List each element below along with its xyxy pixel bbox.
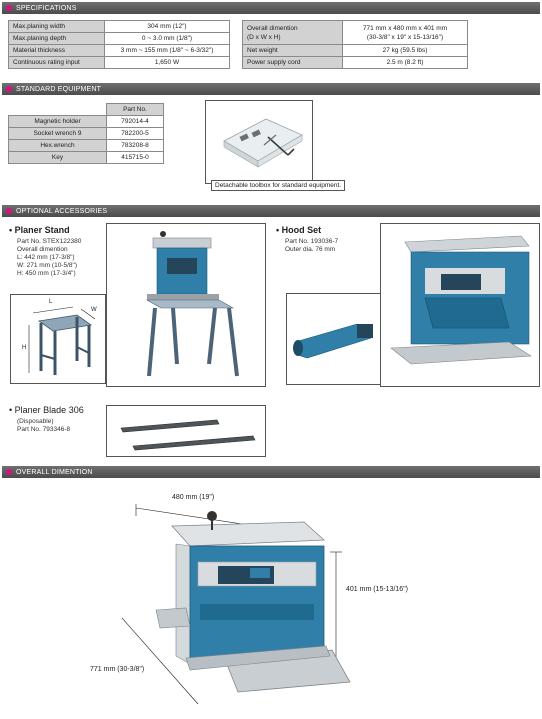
spec-value: 27 kg (59.5 lbs): [343, 45, 468, 57]
hood-set-title-text: Hood Set: [281, 225, 322, 235]
dimension-label-line: (D x W x H): [247, 33, 281, 41]
spec-label: Material thickness: [9, 45, 105, 57]
table-row: [9, 33, 230, 45]
dimension-value-line: (30-3/8" x 19" x 15-13/16"): [366, 33, 444, 41]
spec-label: [243, 21, 343, 45]
stand-diagram-box: [10, 294, 106, 384]
planer-stand-length: L: 442 mm (17-3/8"): [17, 254, 75, 261]
equipment-part: 792014-4: [107, 116, 164, 128]
width-dimension-label: 480 mm (19"): [172, 494, 215, 501]
specs-table-left: [8, 20, 230, 69]
table-row: [243, 45, 468, 57]
hood-set-title: • Hood Set: [276, 225, 322, 235]
hood-on-planer-photo: [380, 223, 540, 387]
planer-stand-dim-heading: Overall dimention: [17, 246, 68, 253]
toolbox-illustration: [206, 101, 314, 185]
height-dimension-label: 401 mm (15-13/16"): [346, 586, 409, 593]
hood-set-part: Part No. 193036-7: [285, 238, 339, 245]
planer-overall-illustration: [100, 486, 440, 711]
spec-value: 304 mm (12"): [105, 21, 230, 33]
depth-dimension-label: 771 mm (30-3/8"): [90, 666, 145, 673]
table-row: [9, 152, 164, 164]
planer-stand-part: Part No. STEX122380: [17, 238, 82, 245]
spec-value: 2.5 m (8.2 ft): [343, 57, 468, 69]
table-row: [243, 57, 468, 69]
diagram-l-label: L: [49, 299, 53, 305]
planer-blade-part: Part No. 793346-8: [17, 426, 71, 433]
planer-on-stand-illustration: [107, 224, 267, 388]
spec-value: [343, 21, 468, 45]
spec-value: 3 mm ~ 155 mm (1/8" ~ 6-3/32"): [105, 45, 230, 57]
equipment-name: Hex.wrench: [9, 140, 107, 152]
spec-label: Power supply cord: [243, 57, 343, 69]
equipment-name: Magnetic holder: [9, 116, 107, 128]
equipment-name: Key: [9, 152, 107, 164]
table-row: [243, 21, 468, 45]
planer-stand-height: H: 450 mm (17-3/4"): [17, 270, 76, 277]
blades-illustration: [107, 406, 267, 458]
section-bullet-icon: [6, 5, 12, 11]
section-bar-optional-accessories: [2, 205, 540, 217]
toolbox-caption: Detachable toolbox for standard equipment.: [211, 180, 345, 191]
table-row: [9, 104, 164, 116]
section-bar-specifications: [2, 2, 540, 14]
table-row: [9, 116, 164, 128]
table-row: [9, 140, 164, 152]
hood-set-photo: [286, 293, 382, 385]
spec-value: 1,650 W: [105, 57, 230, 69]
table-row: [9, 57, 230, 69]
dimension-value-line: 771 mm x 480 mm x 401 mm: [362, 24, 448, 32]
hood-illustration: [287, 294, 383, 386]
specs-table-right: [242, 20, 468, 69]
spec-label: Max.planing depth: [9, 33, 105, 45]
section-title: SPECIFICATIONS: [16, 4, 77, 12]
planer-blade-title-text: Planer Blade 306: [14, 405, 84, 415]
planer-with-hood-illustration: [381, 224, 541, 388]
section-bullet-icon: [6, 208, 12, 214]
planer-stand-title-text: Planer Stand: [14, 225, 70, 235]
equipment-part: 783208-8: [107, 140, 164, 152]
section-bullet-icon: [6, 86, 12, 92]
part-no-header: Part No.: [107, 104, 164, 116]
planer-blade-title: • Planer Blade 306: [9, 405, 84, 415]
section-bullet-icon: [6, 469, 12, 475]
table-row: [9, 128, 164, 140]
spec-label: Net weight: [243, 45, 343, 57]
table-row: [9, 21, 230, 33]
planer-blade-photo: [106, 405, 266, 457]
spec-label: Max.planing width: [9, 21, 105, 33]
table-row: [9, 45, 230, 57]
equipment-part: 415715-0: [107, 152, 164, 164]
dimension-label-line: Overall dimention: [247, 24, 298, 32]
planer-stand-width: W: 271 mm (10-5/8"): [17, 262, 77, 269]
section-bar-standard-equipment: [2, 83, 540, 95]
diagram-h-label: H: [22, 345, 27, 351]
equipment-name: Socket wrench 9: [9, 128, 107, 140]
toolbox-photo: [205, 100, 313, 184]
planer-blade-note: (Disposable): [17, 418, 54, 425]
standard-equipment-table: [8, 103, 164, 164]
spec-value: 0 ~ 3.0 mm (1/8"): [105, 33, 230, 45]
spec-label: Continuous rating input: [9, 57, 105, 69]
overall-dimension-drawing: [90, 486, 440, 711]
section-title: OVERALL DIMENTION: [16, 468, 93, 476]
planer-stand-photo: [106, 223, 266, 387]
planer-stand-title: • Planer Stand: [9, 225, 70, 235]
section-title: STANDARD EQUIPMENT: [16, 85, 102, 93]
hood-set-diameter: Outer dia. 76 mm: [285, 246, 336, 253]
equipment-part: 782200-5: [107, 128, 164, 140]
section-bar-overall-dimention: [2, 466, 540, 478]
diagram-w-label: W: [91, 307, 97, 313]
section-title: OPTIONAL ACCESSORIES: [16, 207, 108, 215]
